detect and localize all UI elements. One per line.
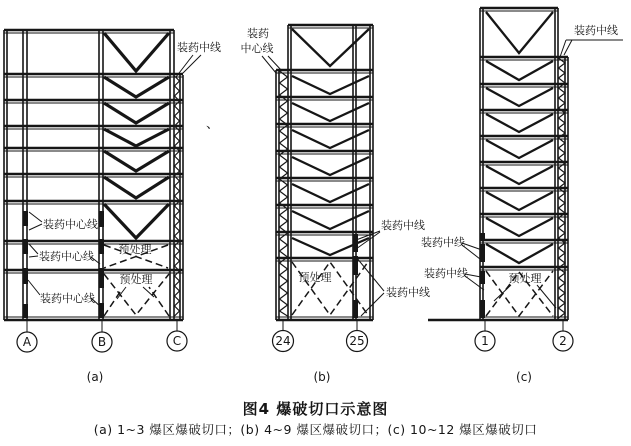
charge-line-label: 装药中线 xyxy=(421,236,465,249)
v-braces xyxy=(486,12,553,263)
pretreatment-label: 预处理 xyxy=(508,272,542,285)
diagram-a xyxy=(4,30,221,384)
charge-line-label: 装药中线 xyxy=(386,286,430,299)
subfigure-caption: (c) xyxy=(516,370,532,384)
charge-line-label: 装药中线 xyxy=(424,267,468,280)
figure-subcaption: (a) 1~3 爆区爆破切口；(b) 4~9 爆区爆破切口；(c) 10~12 爆区爆破切口 xyxy=(93,422,538,437)
axis-label: 24 xyxy=(275,334,291,348)
charge-center-line-label: 装药中心线 xyxy=(43,218,98,231)
subfigure-caption: (a) xyxy=(86,370,104,384)
charge-center-line-label-line2: 中心线 xyxy=(240,42,274,55)
axis-label: B xyxy=(97,335,107,349)
v-braces xyxy=(104,33,169,238)
subfigure-caption: (b) xyxy=(313,370,331,384)
pretreatment-label: 预处理 xyxy=(298,271,332,284)
stray-scan-mark: 、 xyxy=(206,117,220,132)
axis-label: 25 xyxy=(349,334,365,348)
floor-lines-heavy xyxy=(4,30,183,320)
v-braces xyxy=(292,29,369,255)
axis-label: A xyxy=(22,335,32,349)
charge-line-label: 装药中线 xyxy=(381,219,425,232)
zigzag-strip xyxy=(175,76,180,316)
charge-line-label: 装药中线 xyxy=(177,41,221,54)
pretreatment-label: 预处理 xyxy=(118,243,152,256)
axis-label: C xyxy=(172,334,182,348)
diagram-c xyxy=(421,8,623,384)
charge-line-label: 装药中线 xyxy=(574,24,618,37)
charge-center-line-label: 装药中心线 xyxy=(40,292,95,305)
charge-center-line-label: 装药中心线 xyxy=(39,250,94,263)
figure-title: 图4 爆破切口示意图 xyxy=(242,400,389,418)
pretreatment-label: 预处理 xyxy=(119,273,153,286)
axis-label: 1 xyxy=(481,334,489,348)
charge-marks xyxy=(480,233,486,318)
zigzag-strip xyxy=(280,71,288,316)
charge-center-line-label-line1: 装药 xyxy=(247,27,269,40)
axis-label: 2 xyxy=(559,334,567,348)
diagram-b xyxy=(241,25,431,384)
